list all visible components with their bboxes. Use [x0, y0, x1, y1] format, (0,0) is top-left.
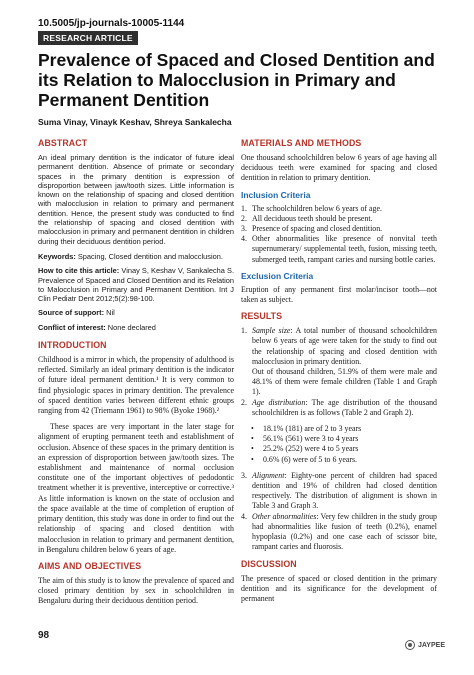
support-text: Nil	[104, 308, 115, 318]
list-number: 3.	[241, 470, 247, 480]
support-label: Source of support:	[38, 308, 105, 318]
list-item	[241, 471, 437, 512]
conflict-label: Conflict of interest:	[38, 322, 106, 332]
result-text: : Very few children in the study group had abnormalities like fusion of teeth (0.2%), enamel hypoplasia (0.2%) and one case each of scissor bite, rampant caries and fluorosis.	[252, 511, 437, 552]
discussion-heading: DISCUSSION	[241, 558, 297, 569]
aims-text: The aim of this study is to know the prevalence of spaced and closed primary dentition by sex in schoolchildren in Bengaluru during their deciduous dentition period.	[38, 575, 234, 606]
list-number: 2.	[241, 213, 247, 223]
list-item	[241, 398, 437, 418]
conflict-text: None declared	[105, 322, 156, 332]
abstract-text: An ideal primary dentition is the indicator of future ideal permanent dentition. Absence of primate or secondary spaces in the primary dentition is expression of disproportion between jaw/tooth sizes. Little information is known on the relationship of spacing and closed dentition with malocclusion in relation to primary and permanent dentition. Hence, the present study was conducted to find the relationship of spacing and closed dentition with malocclusion in primary and permanent dentition in children during their deciduous dentition period.	[38, 153, 234, 246]
conflict-of-interest	[38, 323, 234, 332]
page-number: 98	[38, 630, 50, 641]
list-number: 3.	[241, 224, 247, 234]
bullet: •	[251, 424, 254, 434]
citation-text: Vinay S, Keshav V, Sankalecha S. Prevalence of Spaced and Closed Dentition and its Relation to Malocclusion in Primary and Permanent Dentition. Int J Clin Pediatr Dent 2012;5(2):98-100.	[38, 266, 235, 304]
doi: 10.5005/jp-journals-10005-1144	[38, 18, 185, 29]
right-column	[241, 138, 437, 610]
abstract-heading: ABSTRACT	[38, 138, 88, 148]
result-text: : Eighty-one percent of children had spaced dentition and 19% of children had closed dentition respectively. The distribution of alignment is shown in Table 3 and Graph 3.	[252, 470, 437, 511]
publisher-name: JAYPEE	[418, 641, 445, 649]
materials-heading: MATERIALS AND METHODS	[241, 138, 362, 148]
list-item	[241, 455, 437, 465]
publisher-logo	[405, 640, 445, 650]
abstract-section	[38, 138, 234, 246]
list-item	[241, 204, 437, 214]
citation-label: How to cite this article:	[38, 266, 120, 276]
list-item	[241, 434, 437, 444]
result-label: Age distribution	[252, 397, 306, 407]
introduction-paragraph-1: Childhood is a mirror in which, the propensity of adulthood is reflected. Similarly an ideal primary dentition is the indicator of future ideal permanent dentition.¹ It is very common to find physiologic spaces in primary dentition. The prevalence of spaced dentition varies between different ethnic groups ranging from 42 (Triemann 1961) to 98% (Byoke 1968).²	[38, 355, 234, 416]
list-text: The schoolchildren below 6 years of age.	[252, 203, 382, 213]
inclusion-list	[241, 204, 437, 265]
results-list-continued	[241, 471, 437, 553]
result-label: Alignment	[252, 470, 285, 480]
list-item	[241, 424, 437, 434]
list-number: 1.	[241, 203, 247, 213]
citation	[38, 266, 234, 303]
source-of-support	[38, 308, 234, 317]
list-item	[241, 234, 437, 265]
list-text: All deciduous teeth should be present.	[252, 213, 373, 223]
list-number: 1.	[241, 326, 247, 336]
materials-text: One thousand schoolchildren below 6 years of age having all deciduous teeth were examined for spacing and closed dentition in relation to primary dentition.	[241, 153, 437, 183]
bullet: •	[251, 434, 254, 444]
result-extra: Out of thousand children, 51.9% of them were male and 48.1% of them were female children (Table 1 and Graph 1).	[252, 367, 437, 397]
result-text: : A total number of thousand schoolchildren below 6 years of age were taken for the study to find out the relationship of spacing and closed dentition with malocclusion in primary dentition.	[252, 326, 437, 366]
discussion-text: The presence of spaced or closed dentition in the primary dentition and its significance for the development of permanent	[241, 573, 437, 603]
left-column	[38, 138, 234, 613]
list-text: Presence of spacing and closed dentition.	[252, 224, 383, 234]
introduction-heading: INTRODUCTION	[38, 340, 107, 351]
exclusion-text: Eruption of any permanent first molar/incisor tooth—not taken as subject.	[241, 284, 437, 305]
list-text: 18.1% (181) are of 2 to 3 years	[263, 424, 362, 434]
authors: Suma Vinay, Vinayk Keshav, Shreya Sankalecha	[38, 117, 232, 127]
list-text: 56.1% (561) were 3 to 4 years	[263, 434, 359, 444]
result-text: : The age distribution of the thousand schoolchildren is as follows (Table 2 and Graph 2).	[252, 397, 437, 417]
publisher-logo-icon	[405, 640, 415, 650]
list-item	[241, 214, 437, 224]
keywords	[38, 252, 234, 261]
list-item	[241, 326, 437, 397]
age-distribution-list	[241, 424, 437, 465]
article-title: Prevalence of Spaced and Closed Dentition and its Relation to Malocclusion in Primary and Permanent Dentition	[38, 50, 435, 110]
results-list	[241, 326, 437, 418]
list-text: 0.6% (6) were of 5 to 6 years.	[263, 454, 357, 464]
keywords-text: Spacing, Closed dentition and malocclusion.	[75, 251, 223, 261]
list-item	[241, 224, 437, 234]
bullet: •	[251, 454, 254, 464]
results-heading: RESULTS	[241, 311, 283, 322]
inclusion-heading: Inclusion Criteria	[241, 189, 311, 200]
article-type-badge: RESEARCH ARTICLE	[38, 31, 138, 45]
exclusion-heading: Exclusion Criteria	[241, 270, 314, 281]
list-item	[241, 512, 437, 553]
list-text: 25.2% (252) were 4 to 5 years	[263, 444, 359, 454]
introduction-paragraph-2: These spaces are very important in the later stage for alignment of erupting permanent teeth and establishment of occlusion. Absence of these spaces in the primary dentition is an expression of disproportion between jaw/tooth sizes. The establishment and maintenance of normal occlusion constitute one of the important objectives of pedodontic treatment whether it is preventive, interceptive or corrective.³ As little information is known on the state of occlusion and the space available at the time of completion of eruption of primary dentition, this study was done in order to find out the relationship of spacing and closed dentition with malocclusion in relation to primary and permanent dentition, in Bengaluru children below 6 years of age.	[38, 422, 234, 554]
result-label: Other abnormalities	[252, 511, 317, 521]
list-number: 4.	[241, 511, 247, 521]
bullet: •	[251, 444, 254, 454]
list-number: 2.	[241, 397, 247, 407]
keywords-label: Keywords:	[38, 251, 76, 261]
result-label: Sample size	[252, 326, 291, 336]
aims-heading: AIMS AND OBJECTIVES	[38, 560, 142, 571]
list-item	[241, 444, 437, 454]
list-text: Other abnormalities like presence of nonvital teeth supernumerary/ supplemental teeth, fusion, missing teeth, submerged teeth, rampant caries and nursing bottle caries.	[252, 234, 437, 264]
list-number: 4.	[241, 234, 247, 244]
